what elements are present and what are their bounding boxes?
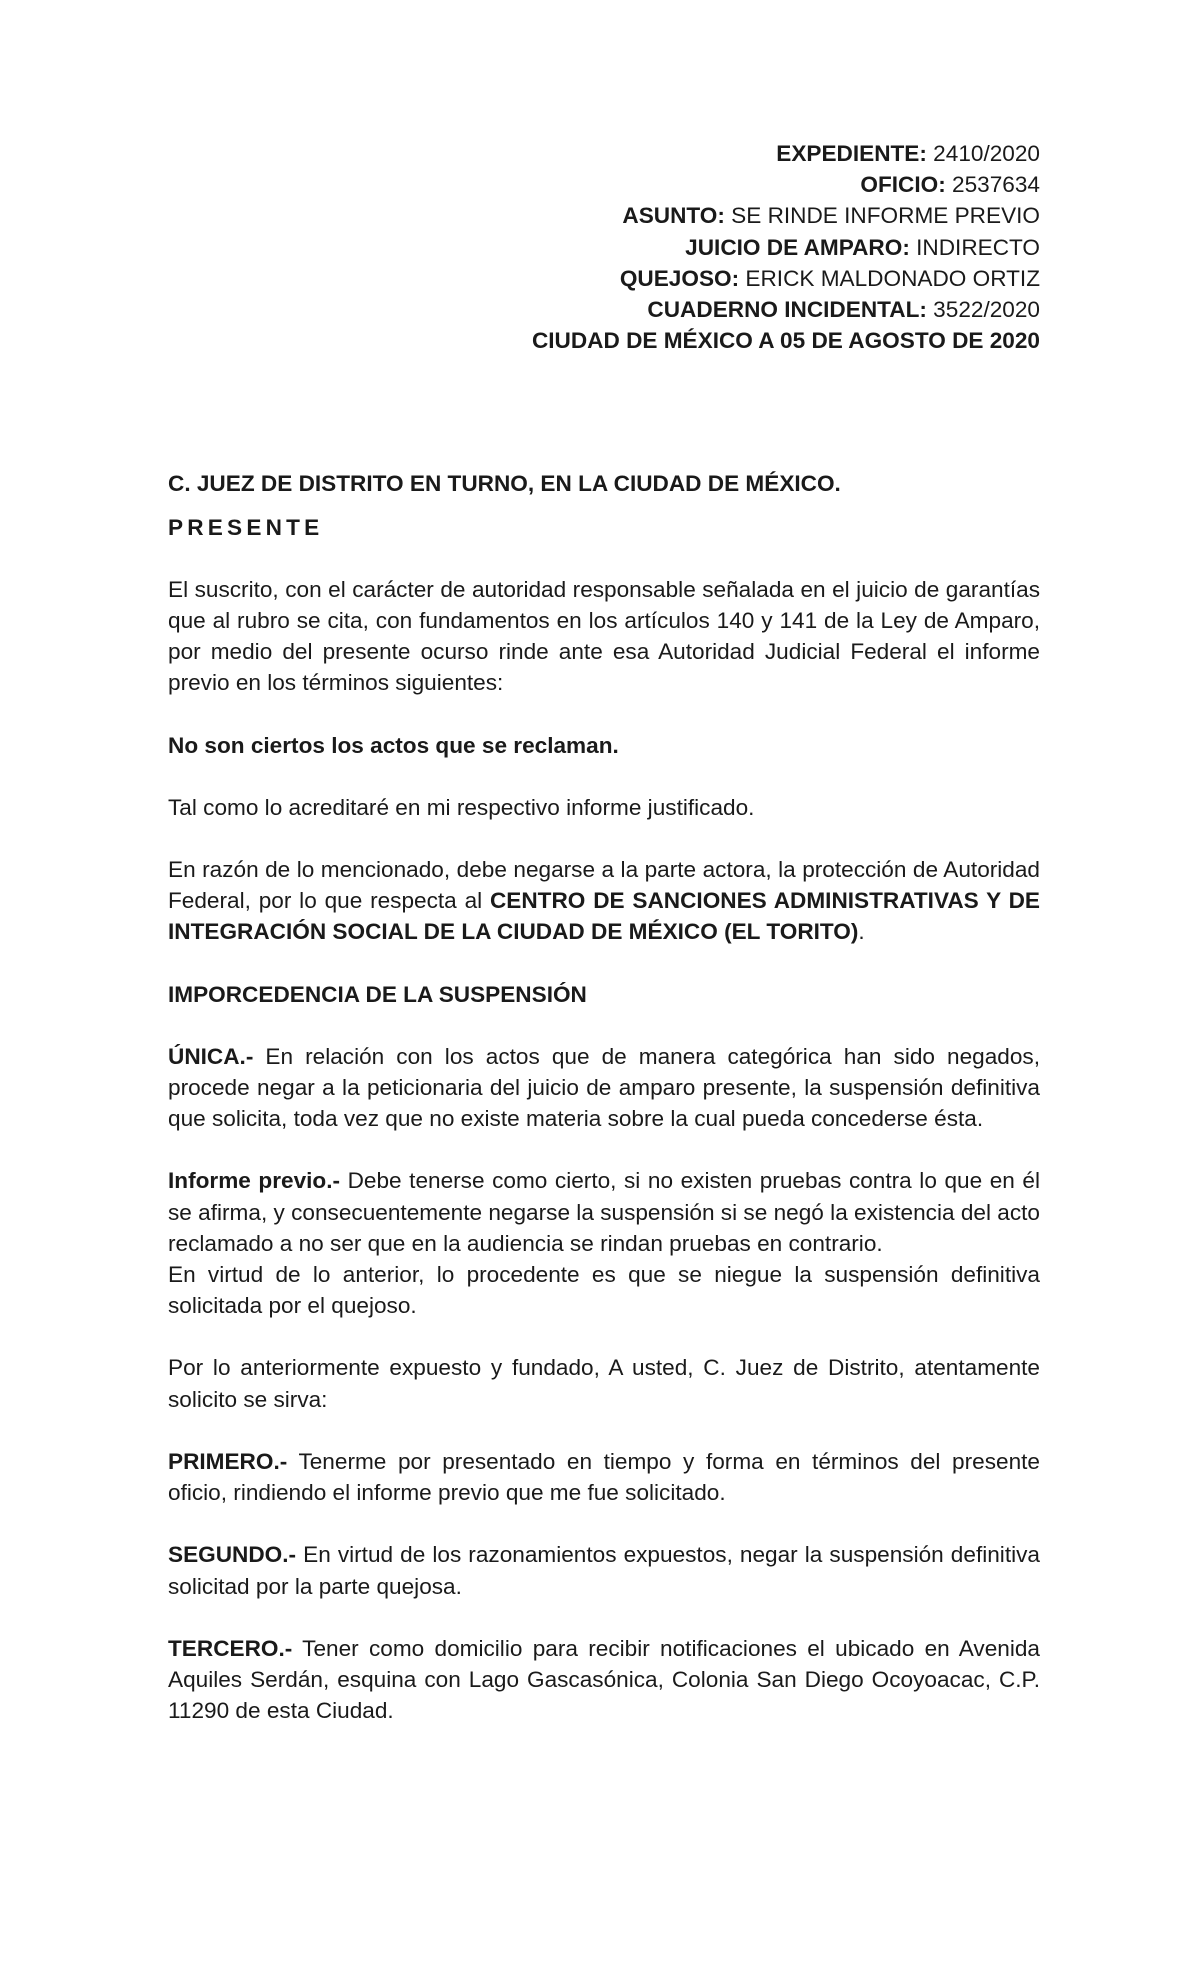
intro-paragraph: El suscrito, con el carácter de autoridad responsable señalada en el juicio de garantías que al rubro se cita, con fundamentos en los artículos 140 y 141 de la Ley de Amparo, por medio del presente ocurso rinde ante esa Autoridad Judicial Federal el informe previo en los términos siguientes: [168, 576, 1040, 696]
document-page [168, 138, 1040, 1726]
expediente-line: EXPEDIENTE: 2410/2020 [776, 141, 1040, 166]
razon-paragraph: En razón de lo mencionado, debe negarse a la parte actora, la protección de Autoridad Federal, por lo que respecta al CENTRO DE SANCIONES ADMINISTRATIVAS Y DE INTEGRACIÓN SOCIAL DE LA CIUDAD DE MÉXICO (EL TORITO). [168, 857, 1040, 945]
unica-paragraph: ÚNICA.- En relación con los actos que de manera categórica han sido negados, procede negar a la peticionaria del juicio de amparo presente, la suspensión definitiva que solicita, toda vez que no existe materia sobre la cual pueda concederse ésta. [168, 1043, 1040, 1132]
primero-paragraph: PRIMERO.- Tenerme por presentado en tiempo y forma en términos del presente oficio, rindiendo el informe previo que me fue solicitado. [168, 1448, 1040, 1506]
case-header [168, 138, 1040, 356]
improcedencia-title: IMPORCEDENCIA DE LA SUSPENSIÓN [168, 981, 587, 1007]
cuaderno-line: CUADERNO INCIDENTAL: 3522/2020 [647, 297, 1040, 323]
informe-previo-paragraph: Informe previo.- Debe tenerse como cierto, si no existen pruebas contra lo que en él se afirma, y consecuentemente negarse la suspensión si se negó la existencia del acto reclamado a no ser que en la audiencia se rindan pruebas en contrario. [168, 1168, 1041, 1256]
oficio-line: OFICIO: 2537634 [860, 172, 1040, 198]
tercero-paragraph: TERCERO.- Tener como domicilio para recibir notificaciones el ubicado en Avenida Aquiles Serdán, esquina con Lago Gascasónica, Colonia San Diego Ocoyoacac, C.P. 11290 de esta Ciudad. [168, 1635, 1040, 1724]
virtud-paragraph: En virtud de lo anterior, lo procedente es que se niegue la suspensión definitiva solicitada por el quejoso. [168, 1262, 1040, 1319]
por-lo-paragraph: Por lo anteriormente expuesto y fundado, A usted, C. Juez de Distrito, atentamente solicito se sirva: [168, 1355, 1040, 1412]
no-ciertos-statement: No son ciertos los actos que se reclaman. [168, 732, 619, 758]
tal-como-paragraph: Tal como lo acreditaré en mi respectivo informe justificado. [168, 794, 755, 820]
addressee: C. JUEZ DE DISTRITO EN TURNO, EN LA CIUDAD DE MÉXICO. [168, 471, 841, 497]
authority-name: CENTRO DE SANCIONES ADMINISTRATIVAS Y DE INTEGRACIÓN SOCIAL DE LA CIUDAD DE MÉXICO (EL TORITO) [168, 888, 1040, 945]
juicio-line: JUICIO DE AMPARO: INDIRECTO [685, 234, 1040, 260]
quejoso-line: QUEJOSO: ERICK MALDONADO ORTIZ [619, 265, 1040, 291]
presente-heading: PRESENTE [168, 514, 324, 540]
asunto-line: ASUNTO: SE RINDE INFORME PREVIO [622, 203, 1040, 229]
date-line: CIUDAD DE MÉXICO A 05 DE AGOSTO DE 2020 [531, 328, 1040, 354]
segundo-paragraph: SEGUNDO.- En virtud de los razonamientos expuestos, negar la suspensión definitiva solicitad por la parte quejosa. [168, 1542, 1040, 1599]
